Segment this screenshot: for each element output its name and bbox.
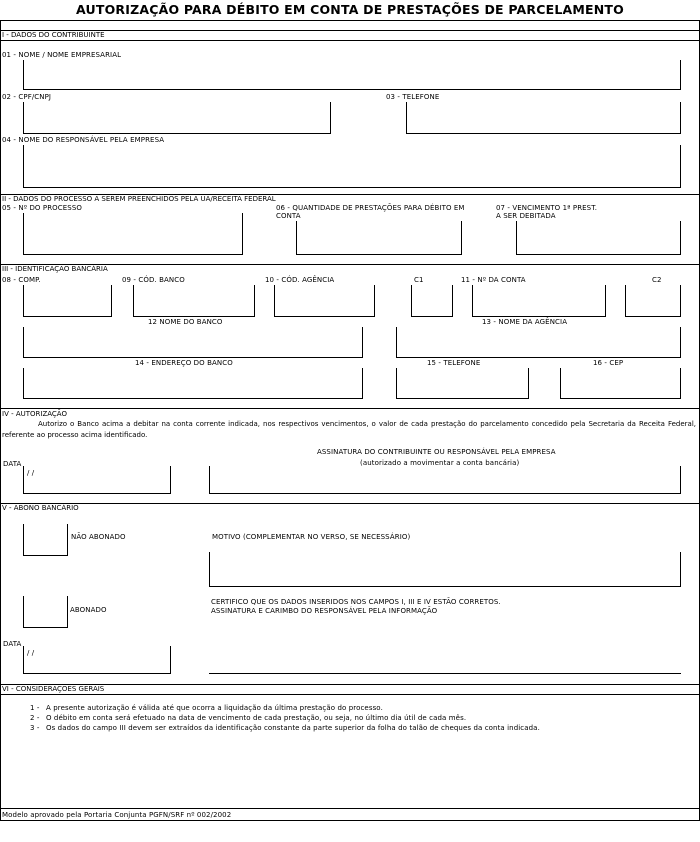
motivo-input[interactable]	[209, 552, 681, 587]
field-04-label: 04 - NOME DO RESPONSÁVEL PELA EMPRESA	[2, 136, 165, 144]
form-title: AUTORIZAÇÃO PARA DÉBITO EM CONTA DE PRESTAÇÕES DE PARCELAMENTO	[76, 2, 624, 17]
abono-signature-line[interactable]	[209, 673, 681, 674]
field-15-label: 15 - TELEFONE	[427, 359, 481, 367]
field-06-label-1: 06 - QUANTIDADE DE PRESTAÇÕES PARA DÉBITO EM	[276, 204, 465, 212]
consideration-1-num: 1 -	[30, 704, 40, 712]
field-01-label: 01 - NOME / NOME EMPRESARIAL	[2, 51, 122, 59]
field-16-label: 16 - CEP	[593, 359, 624, 367]
field-01-input[interactable]	[23, 60, 681, 90]
certifico-text: CERTIFICO QUE OS DADOS INSERIDOS NOS CAMPOS I, III E IV ESTÃO CORRETOS.	[211, 598, 501, 606]
field-06-input[interactable]	[296, 221, 462, 255]
section-6-title: VI - CONSIDERAÇÕES GERAIS	[2, 685, 105, 693]
section-4-top	[0, 408, 700, 409]
section-1-title: I - DADOS DO CONTRIBUINTE	[2, 31, 105, 39]
section-5-top	[0, 503, 700, 504]
field-12-label: 12 NOME DO BANCO	[148, 318, 223, 326]
consideration-3-num: 3 -	[30, 724, 40, 732]
field-10-input[interactable]	[274, 285, 375, 317]
field-03-label: 03 - TELEFONE	[386, 93, 440, 101]
section-4-title: IV - AUTORIZAÇÃO	[2, 410, 67, 418]
c2-label: C2	[652, 276, 662, 284]
nao-abonado-checkbox[interactable]	[23, 524, 68, 556]
auth-signature-input[interactable]	[209, 466, 681, 494]
field-08-input[interactable]	[23, 285, 112, 317]
field-03-input[interactable]	[406, 102, 681, 134]
responsavel-signature-label: ASSINATURA E CARIMBO DO RESPONSÁVEL PELA INFORMAÇÃO	[211, 607, 438, 615]
section-3-title: III - IDENTIFICAÇÃO BANCÁRIA	[2, 265, 108, 273]
field-16-input[interactable]	[560, 368, 681, 399]
field-09-label: 09 - CÓD. BANCO	[122, 276, 185, 284]
field-08-label: 08 - COMP.	[2, 276, 41, 284]
field-10-label: 10 - CÓD. AGÊNCIA	[265, 276, 335, 284]
consideration-2-num: 2 -	[30, 714, 40, 722]
field-02-input[interactable]	[23, 102, 331, 134]
field-13-input[interactable]	[396, 327, 681, 358]
field-02-label: 02 - CPF/CNPJ	[2, 93, 52, 101]
signature-label: ASSINATURA DO CONTRIBUINTE OU RESPONSÁVEL PELA EMPRESA	[317, 448, 556, 456]
field-04-input[interactable]	[23, 145, 681, 188]
auth-date-input[interactable]	[23, 466, 171, 494]
field-07-label-2: A SER DEBITADA	[496, 212, 556, 220]
auth-date-label: DATA	[3, 460, 22, 468]
section-2-title: II - DADOS DO PROCESSO A SEREM PREENCHIDOS PELA UA/RECEITA FEDERAL	[2, 195, 276, 203]
field-11-label: 11 - Nº DA CONTA	[461, 276, 526, 284]
abonado-checkbox[interactable]	[23, 596, 68, 628]
field-09-input[interactable]	[133, 285, 255, 317]
section-1-top	[0, 30, 700, 31]
section-6-rule	[0, 694, 700, 695]
signature-note: (autorizado a movimentar a conta bancária)	[360, 459, 520, 467]
field-14-label: 14 - ENDEREÇO DO BANCO	[135, 359, 233, 367]
abonado-label: ABONADO	[70, 606, 107, 614]
section-6-top	[0, 684, 700, 685]
field-14-input[interactable]	[23, 368, 363, 399]
section-1-rule	[0, 40, 700, 41]
field-11-input[interactable]	[472, 285, 606, 317]
abono-date-input[interactable]	[23, 646, 171, 674]
c1-label: C1	[414, 276, 424, 284]
field-07-input[interactable]	[516, 221, 681, 255]
frame-left-line	[0, 20, 1, 820]
footer-text: Modelo aprovado pela Portaria Conjunta PGFN/SRF nº 002/2002	[2, 811, 232, 819]
field-06-label-2: CONTA	[276, 212, 301, 220]
motivo-label: MOTIVO (COMPLEMENTAR NO VERSO, SE NECESSÁRIO)	[212, 533, 411, 541]
field-07-label-1: 07 - VENCIMENTO 1ª PREST.	[496, 204, 598, 212]
authorization-text: Autorizo o Banco acima a debitar na conta corrente indicada, nos respectivos vencimentos, o valor de cada prestação do parcelamento concedido pela Secretaria da Receita Federal, referente ao processo acima identificado.	[2, 420, 696, 439]
c2-input[interactable]	[625, 285, 681, 317]
field-13-label: 13 - NOME DA AGÊNCIA	[482, 318, 568, 326]
field-05-input[interactable]	[23, 213, 243, 255]
auth-date-value: / /	[27, 469, 35, 477]
abono-date-label: DATA	[3, 640, 22, 648]
field-15-input[interactable]	[396, 368, 529, 399]
section-5-title: V - ABONO BANCÁRIO	[2, 504, 79, 512]
frame-top-line	[0, 20, 700, 21]
consideration-1-text: A presente autorização é válida até que ocorra a liquidação da última prestação do processo.	[46, 704, 383, 712]
frame-bottom-line	[0, 820, 700, 821]
field-12-input[interactable]	[23, 327, 363, 358]
consideration-3-text: Os dados do campo III devem ser extraídos da identificação constante da parte superior da folha do talão de cheques da conta indicada.	[46, 724, 540, 732]
footer-rule	[0, 808, 700, 809]
consideration-2-text: O débito em conta será efetuado na data de vencimento de cada prestação, ou seja, no último dia útil de cada mês.	[46, 714, 467, 722]
nao-abonado-label: NÃO ABONADO	[71, 533, 126, 541]
abono-date-value: / /	[27, 649, 35, 657]
c1-input[interactable]	[411, 285, 453, 317]
field-05-label: 05 - Nº DO PROCESSO	[2, 204, 82, 212]
